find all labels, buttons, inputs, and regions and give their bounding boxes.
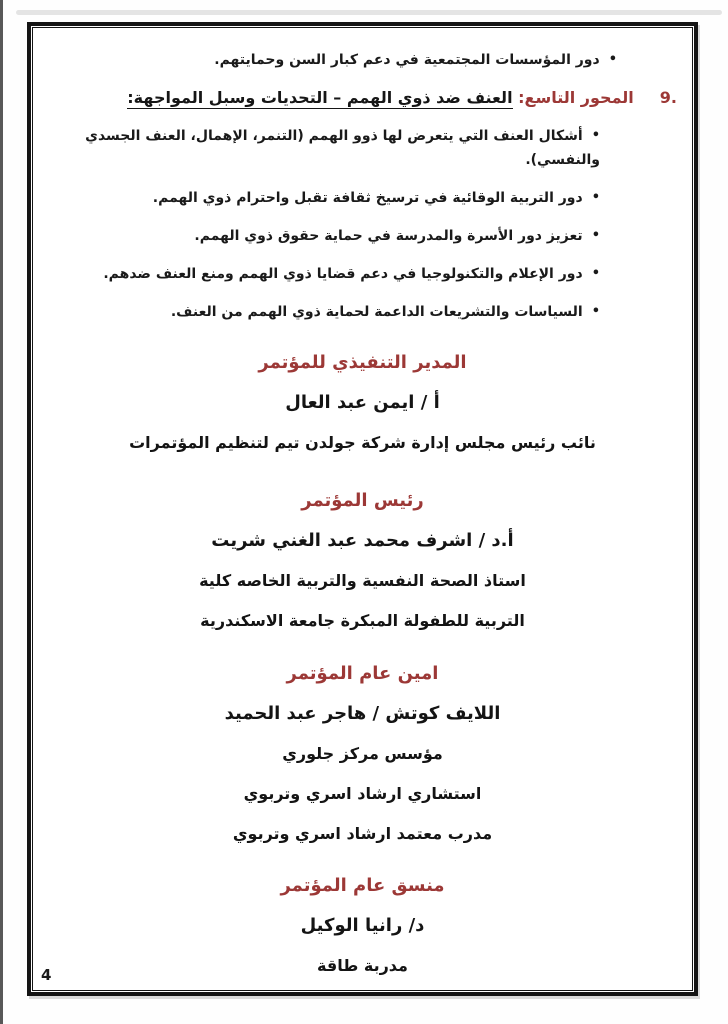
section-title: منسق عام المؤتمر (280, 875, 445, 896)
person-name: أ / ايمن عبد العال (285, 392, 440, 413)
role-line: استاذ الصحة النفسية والتربية الخاصه كلية (199, 571, 526, 590)
axis-bullet-text: دور الإعلام والتكنولوجيا في دعم قضايا ذوي الهمم ومنع العنف ضدهم. (103, 266, 583, 282)
intro-bullet-item (33, 48, 617, 72)
axis-bullet-item (33, 124, 600, 172)
person-name: أ.د / اشرف محمد عبد الغني شريت (211, 530, 514, 551)
person-name: د/ رانيا الوكيل (300, 915, 425, 936)
bullet-icon: • (591, 128, 600, 143)
scan-shadow-artifact (16, 10, 722, 15)
axis-bullet-item (33, 224, 600, 248)
page-number: 4 (41, 966, 52, 984)
role-line: مدرب معتمد ارشاد اسري وتربوي (232, 824, 493, 843)
section-title: امين عام المؤتمر (286, 663, 439, 684)
person-name: اللايف كوتش / هاجر عبد الحميد (224, 703, 501, 724)
role-line: مؤسس مركز جلوري (282, 744, 443, 763)
axis-bullet-item (33, 300, 600, 324)
scan-edge-artifact (0, 0, 3, 1024)
axis-bullet-item (33, 262, 600, 286)
role-line: مدربة طاقة (317, 956, 408, 975)
bullet-icon: • (591, 266, 600, 281)
axis-bullet-text: السياسات والتشريعات الداعمة لحماية ذوي الهمم من العنف. (170, 304, 583, 320)
axis-bullet-item (33, 186, 600, 210)
section-executive-director (33, 350, 692, 456)
axis-bullet-text: دور التربية الوقائية في ترسيخ ثقافة تقبل واحترام ذوي الهمم. (152, 190, 583, 206)
axis-subtitle-underlined: العنف ضد ذوي الهمم – التحديات وسبل المواجهة: (127, 88, 513, 107)
role-line: نائب رئيس مجلس إدارة شركة جولدن تيم لتنظيم المؤتمرات (129, 433, 596, 452)
axis-number: 9. (659, 88, 677, 107)
axis-title-red: المحور التاسع: (518, 88, 634, 107)
intro-bullet-text: دور المؤسسات المجتمعية في دعم كبار السن وحمايتهم. (214, 52, 600, 68)
page-border-inner-line (32, 27, 693, 991)
section-conference-president (33, 488, 692, 634)
bullet-icon: • (608, 52, 617, 67)
section-general-coordinator (33, 873, 692, 979)
role-line: التربية للطفولة المبكرة جامعة الاسكندرية (200, 611, 525, 630)
section-title: المدير التنفيذي للمؤتمر (258, 352, 467, 373)
bullet-icon: • (591, 190, 600, 205)
page-border-frame (27, 22, 698, 996)
section-secretary-general (33, 661, 692, 847)
page-content (33, 28, 692, 990)
axis-bullet-text: أشكال العنف التي يتعرض لها ذوو الهمم (التنمر، الإهمال، العنف الجسدي والنفسي). (85, 128, 600, 168)
axis-bullet-text: تعزيز دور الأسرة والمدرسة في حماية حقوق ذوي الهمم. (194, 228, 583, 244)
section-title: رئيس المؤتمر (301, 490, 424, 511)
role-line: استشاري ارشاد اسري وتربوي (243, 784, 482, 803)
bullet-icon: • (591, 228, 600, 243)
bullet-icon: • (591, 304, 600, 319)
axis-9-heading (33, 86, 677, 110)
